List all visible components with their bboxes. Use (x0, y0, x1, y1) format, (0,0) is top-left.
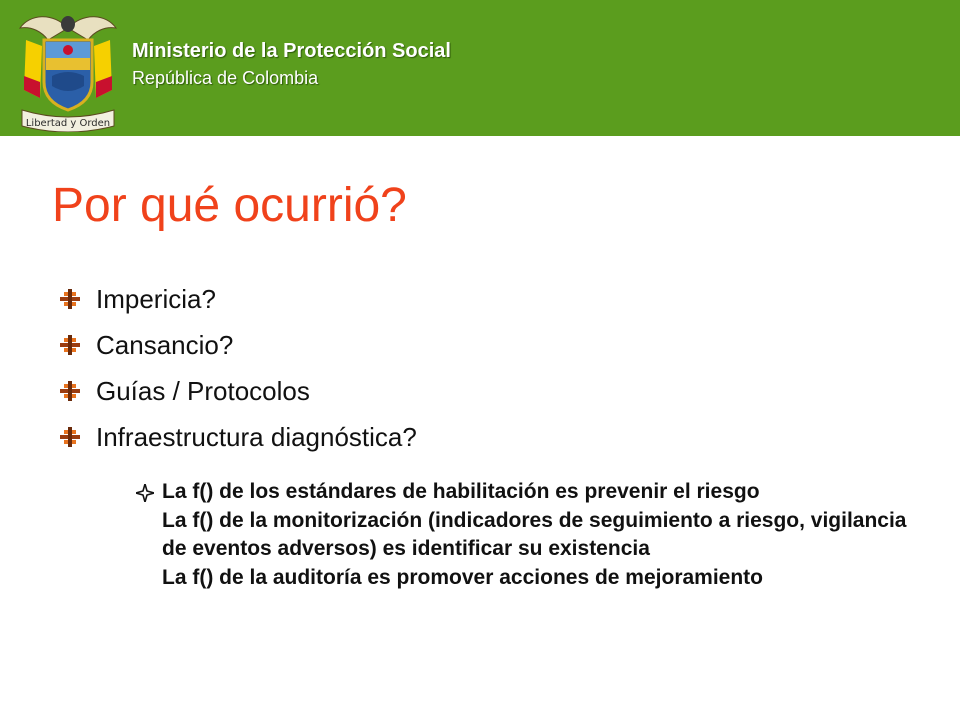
bullet-text: Cansancio? (96, 329, 234, 360)
bullet-icon (60, 427, 80, 447)
sub-bullet-line: La f() de la monitorización (indicadores de seguimiento a riesgo, vigilancia de eventos adversos) es identificar su existencia (162, 508, 907, 561)
coat-of-arms-icon (12, 6, 124, 132)
republic-name: República de Colombia (132, 68, 319, 88)
list-item (60, 414, 417, 460)
ministry-name: Ministerio de la Protección Social (132, 40, 451, 62)
sub-bullet-line: La f() de los estándares de habilitación es prevenir el riesgo (162, 480, 760, 503)
sub-bullet (136, 478, 916, 592)
header-banner (0, 0, 960, 136)
sub-bullet-line: La f() de la auditoría es promover acciones de mejoramiento (162, 565, 764, 589)
bullet-icon (60, 335, 80, 355)
bullet-text: Impericia? (96, 283, 216, 314)
list-item (60, 276, 417, 322)
diamond-bullet-icon (136, 484, 154, 502)
list-item (60, 322, 417, 368)
sub-bullet-text (162, 478, 916, 592)
bullet-text: Guías / Protocolos (96, 375, 310, 406)
bullet-icon (60, 381, 80, 401)
slide-title: Por qué ocurrió? (52, 179, 407, 232)
bullet-text: Infraestructura diagnóstica? (96, 421, 417, 452)
bullet-icon (60, 289, 80, 309)
bullet-list (60, 276, 417, 460)
list-item (60, 368, 417, 414)
motto-text: Libertad y Orden (25, 118, 111, 129)
